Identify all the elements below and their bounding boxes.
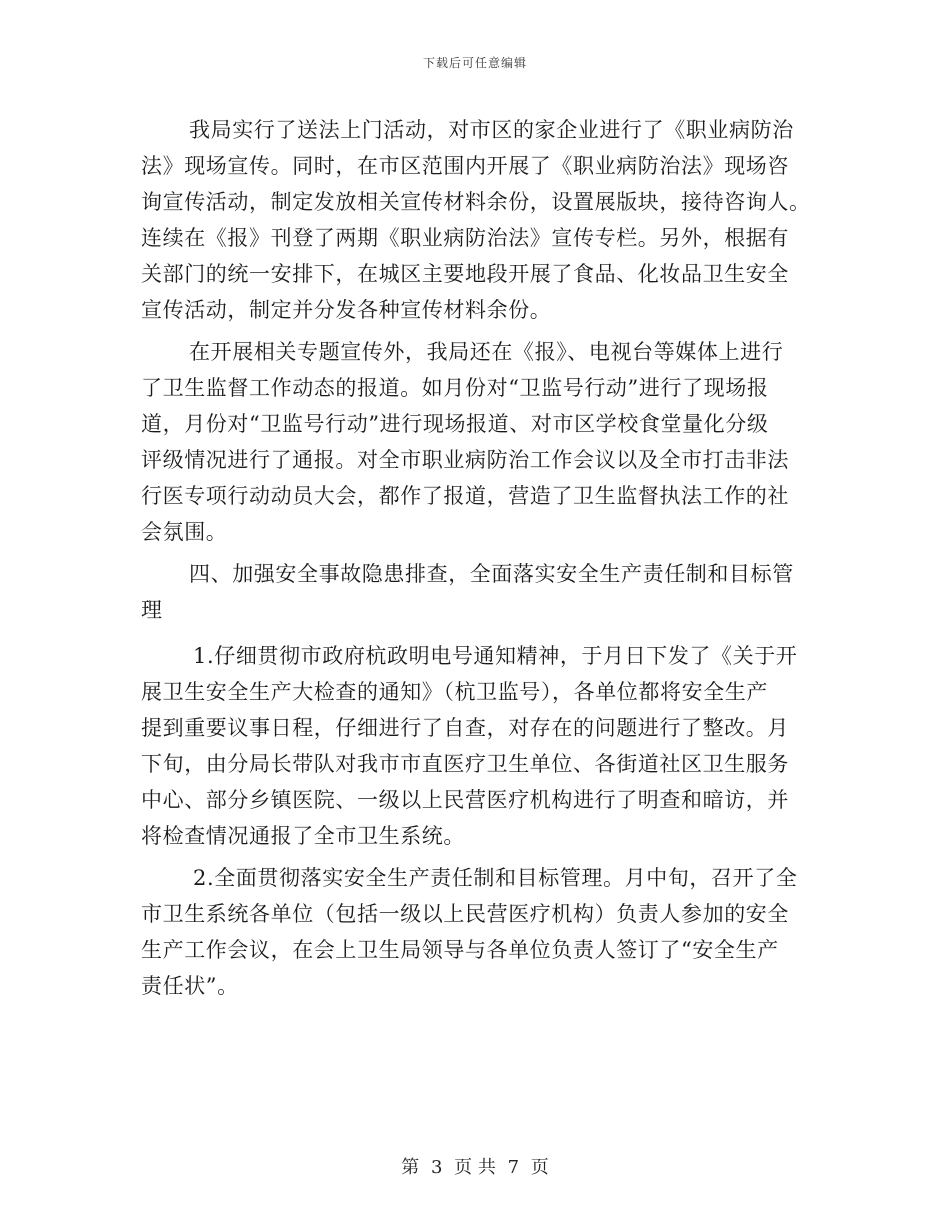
paragraph-item-1 bbox=[141, 638, 811, 854]
text-line: 在开展相关专题宣传外，我局还在《报》、电视台等媒体上进行 bbox=[189, 340, 784, 364]
text-line: 询宣传活动，制定发放相关宣传材料余份，设置展版块，接待咨询人。 bbox=[141, 190, 811, 214]
text-line: 将检查情况通报了全市卫生系统。 bbox=[141, 824, 465, 848]
total-pages-number: 7 bbox=[507, 1157, 520, 1178]
text-line: 中心、部分乡镇医院、一级以上民营医疗机构进行了明查和暗访，并 bbox=[141, 788, 789, 812]
footer-prefix: 第 bbox=[401, 1157, 420, 1178]
footer-middle: 页 共 bbox=[454, 1157, 496, 1178]
text-line: 责任状”。 bbox=[141, 974, 239, 998]
text-line: 道，月份对“卫监号行动”进行现场报道、对市区学校食堂量化分级 bbox=[141, 412, 769, 436]
text-line: 关部门的统一安排下，在城区主要地段开展了食品、化妆品卫生安全 bbox=[141, 262, 789, 286]
text-line: 生产工作会议，在会上卫生局领导与各单位负责人签订了“安全生产 bbox=[141, 938, 779, 962]
text-line: 我局实行了送法上门活动，对市区的家企业进行了《职业病防治 bbox=[189, 118, 794, 142]
text-line: 展卫生安全生产大检查的通知》（杭卫监号），各单位都将安全生产 bbox=[141, 680, 768, 704]
section-heading-line: 四、加强安全事故隐患排查，全面落实安全生产责任制和目标管 bbox=[189, 562, 794, 586]
text-line: 宣传活动，制定并分发各种宣传材料余份。 bbox=[141, 298, 552, 322]
paragraph-media-reports bbox=[141, 334, 811, 550]
text-line: 连续在《报》刊登了两期《职业病防治法》宣传专栏。另外，根据有 bbox=[141, 226, 789, 250]
text-line: 市卫生系统各单位（包括一级以上民营医疗机构）负责人参加的安全 bbox=[141, 902, 789, 926]
document-body bbox=[141, 112, 811, 1004]
text-line: 提到重要议事日程，仔细进行了自查，对存在的问题进行了整改。月 bbox=[141, 716, 789, 740]
text-line: 了卫生监督工作动态的报道。如月份对“卫监号行动”进行了现场报 bbox=[141, 376, 769, 400]
page-header: 下载后可任意编辑 bbox=[422, 56, 527, 70]
page-number-footer bbox=[0, 1153, 950, 1179]
text-line: 会氛围。 bbox=[141, 520, 228, 544]
current-page-number: 3 bbox=[430, 1157, 443, 1178]
text-line: 法》现场宣传。同时，在市区范围内开展了《职业病防治法》现场咨 bbox=[141, 154, 789, 178]
section-heading-line: 理 bbox=[141, 598, 163, 622]
footer-suffix: 页 bbox=[530, 1157, 549, 1178]
paragraph-promotion bbox=[141, 112, 811, 328]
text-line: 2.全面贯彻落实安全生产责任制和目标管理。月中旬，召开了全 bbox=[193, 866, 798, 890]
section-heading-four bbox=[141, 556, 811, 628]
text-line: 行医专项行动动员大会，都作了报道，营造了卫生监督执法工作的社 bbox=[141, 484, 789, 508]
text-line: 下旬，由分局长带队对我市市直医疗卫生单位、各街道社区卫生服务 bbox=[141, 752, 789, 776]
paragraph-item-2 bbox=[141, 860, 811, 1004]
text-line: 评级情况进行了通报。对全市职业病防治工作会议以及全市打击非法 bbox=[141, 448, 789, 472]
text-line: 1.仔细贯彻市政府杭政明电号通知精神，于月日下发了《关于开 bbox=[193, 644, 798, 668]
